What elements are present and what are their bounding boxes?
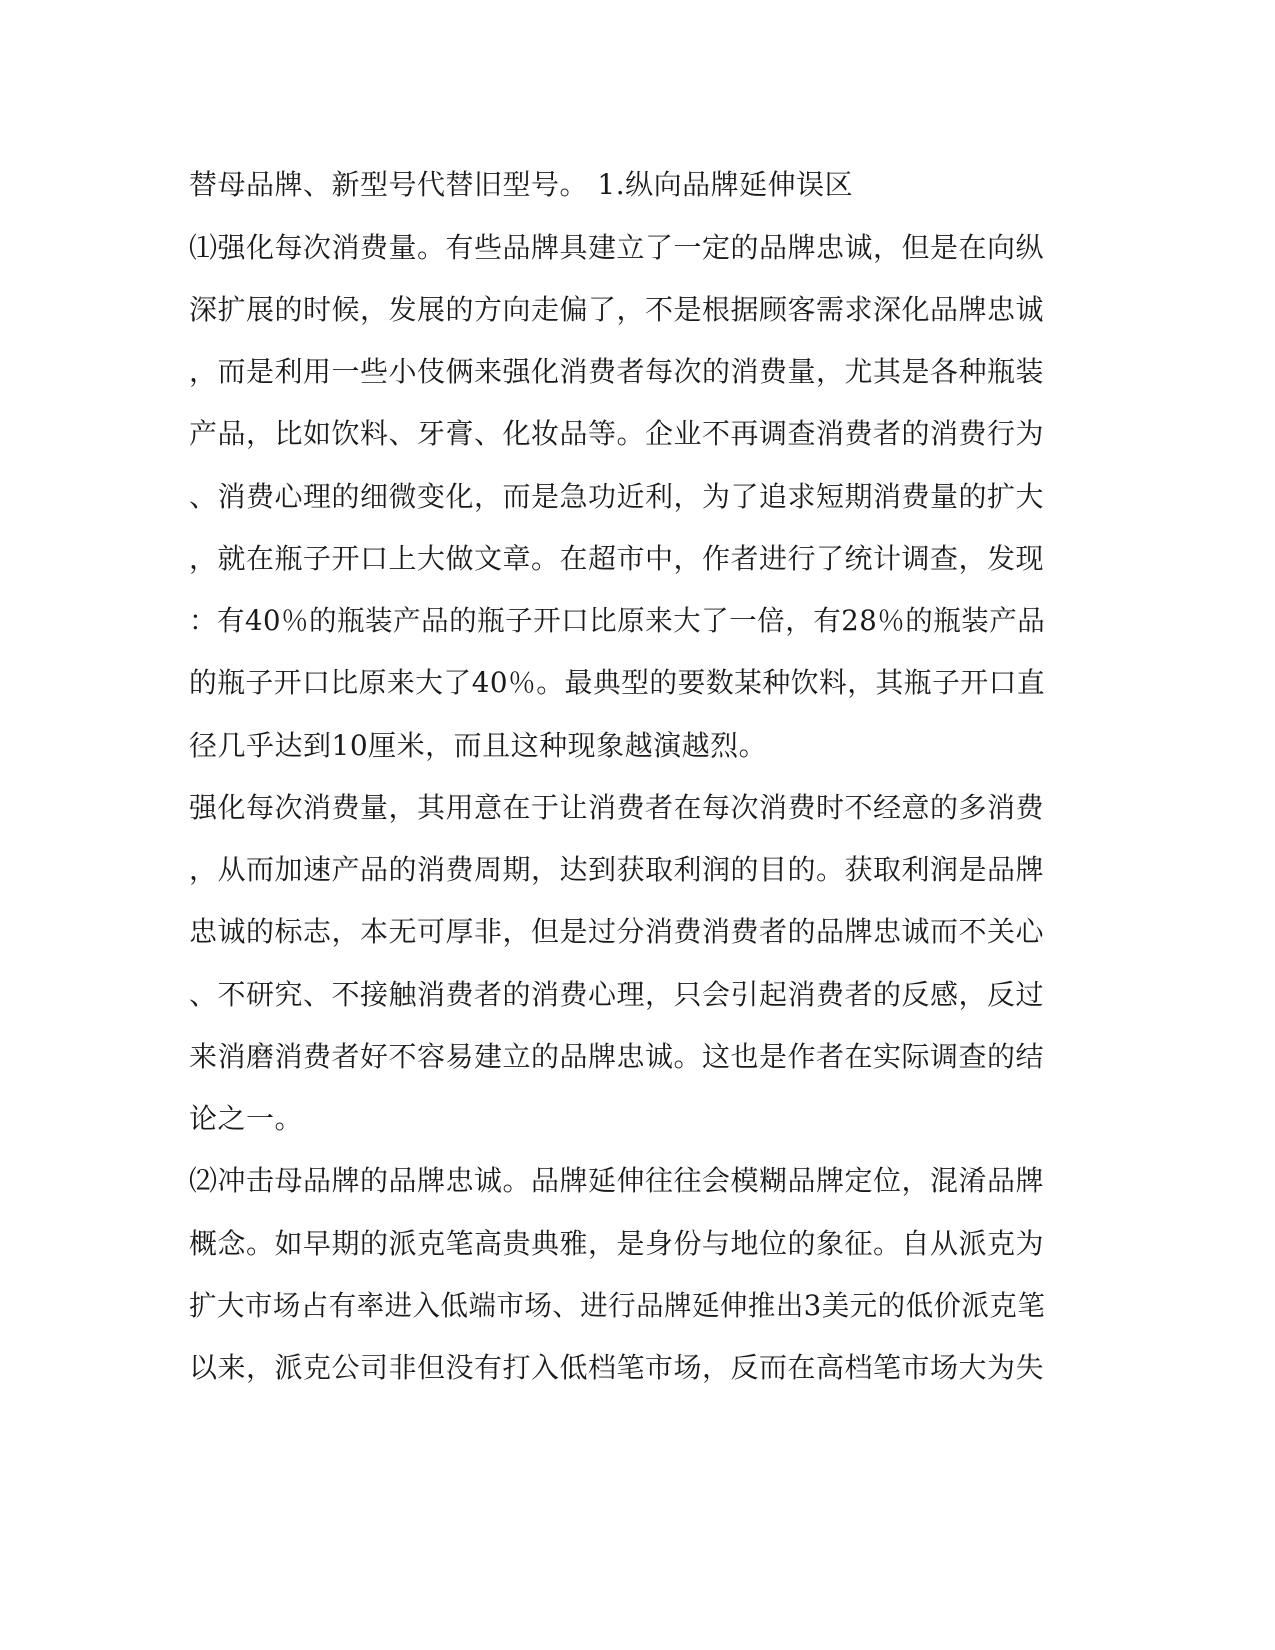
text-line: 深扩展的时候，发展的方向走偏了，不是根据顾客需求深化品牌忠诚 <box>189 293 1045 326</box>
text-line: ，从而加速产品的消费周期，达到获取利润的目的。获取利润是品牌 <box>189 853 1045 886</box>
text-line: 替母品牌、新型号代替旧型号。 1.纵向品牌延伸误区 <box>189 168 854 201</box>
text-line: 来消磨消费者好不容易建立的品牌忠诚。这也是作者在实际调查的结 <box>189 1040 1045 1073</box>
text-line: ⑵冲击母品牌的品牌忠诚。品牌延伸往往会模糊品牌定位，混淆品牌 <box>189 1164 1045 1197</box>
text-line: 扩大市场占有率进入低端市场、进行品牌延伸推出3美元的低价派克笔 <box>189 1289 1046 1322</box>
text-line: 径几乎达到10厘米，而且这种现象越演越烈。 <box>189 729 768 762</box>
text-line: ，而是利用一些小伎俩来强化消费者每次的消费量，尤其是各种瓶装 <box>189 355 1045 388</box>
text-line: 、不研究、不接触消费者的消费心理，只会引起消费者的反感，反过 <box>189 978 1045 1011</box>
text-line: ⑴强化每次消费量。有些品牌具建立了一定的品牌忠诚，但是在向纵 <box>189 231 1045 264</box>
text-line: ，就在瓶子开口上大做文章。在超市中，作者进行了统计调查，发现 <box>189 542 1045 575</box>
text-line: 强化每次消费量，其用意在于让消费者在每次消费时不经意的多消费 <box>189 791 1045 824</box>
text-line: 概念。如早期的派克笔高贵典雅，是身份与地位的象征。自从派克为 <box>189 1227 1045 1260</box>
text-line: 论之一。 <box>189 1102 304 1135</box>
text-line: 产品，比如饮料、牙膏、化妆品等。企业不再调查消费者的消费行为 <box>189 417 1045 450</box>
text-line: 以来，派克公司非但没有打入低档笔市场，反而在高档笔市场大为失 <box>189 1351 1045 1384</box>
text-line: 忠诚的标志，本无可厚非，但是过分消费消费者的品牌忠诚而不关心 <box>189 915 1045 948</box>
text-line: 、消费心理的细微变化，而是急功近利，为了追求短期消费量的扩大 <box>189 480 1045 513</box>
text-line: ：有40％的瓶装产品的瓶子开口比原来大了一倍，有28％的瓶装产品 <box>189 604 1046 637</box>
text-line: 的瓶子开口比原来大了40％。最典型的要数某种饮料，其瓶子开口直 <box>189 666 1046 699</box>
